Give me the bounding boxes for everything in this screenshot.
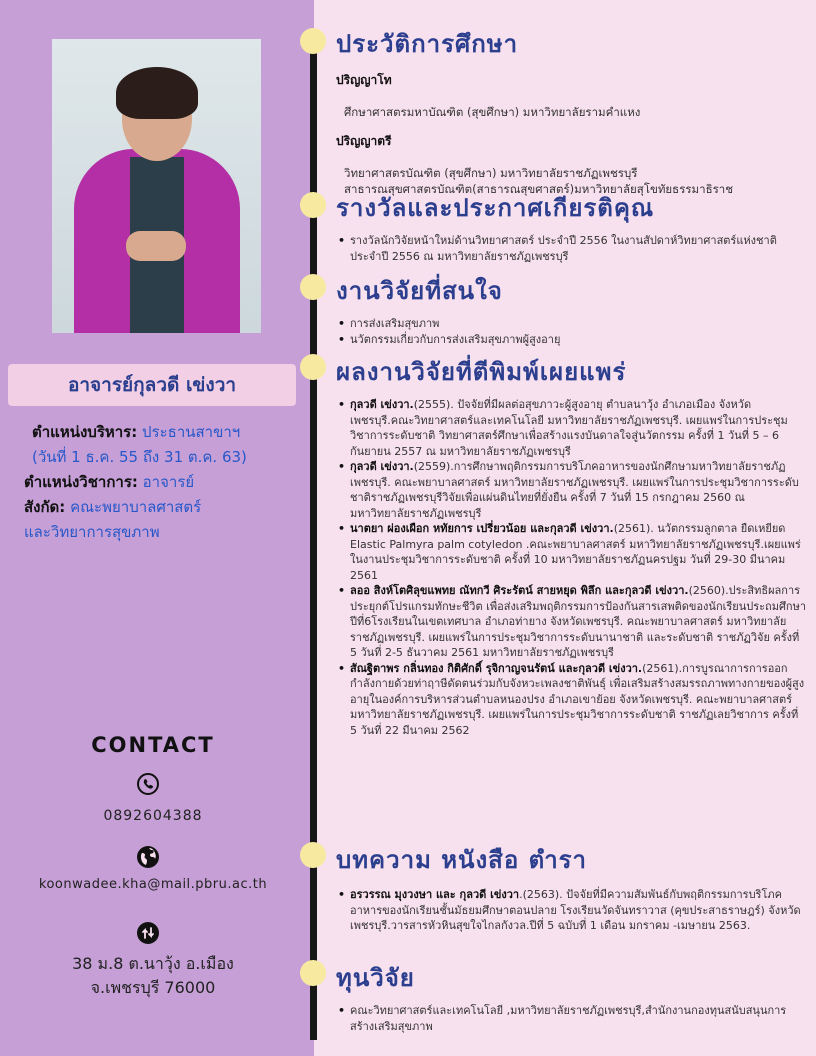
affiliation-value: คณะพยาบาลศาสตร์ [70, 498, 202, 516]
directions-icon [136, 921, 160, 945]
academic-label: ตำแหน่งวิชาการ: [24, 473, 138, 491]
timeline-dot [300, 842, 326, 868]
grant-item: • คณะวิทยาศาสตร์และเทคโนโลยี ,มหาวิทยาลัยราชภัฏเพชรบุรี,สำนักงานกองทุนสนับสนุนการสร้างเสริมสุขภาพ [336, 1003, 806, 1034]
awards-section [336, 188, 806, 264]
affiliation-value-2: และวิทยาการสุขภาพ [24, 523, 160, 541]
sidebar [0, 0, 314, 1056]
publication-text: (2561).การบูรณาการการออกกำลังกายด้วยท่าฤาษีดัดตนร่วมกับจังหวะเพลงชาติพันธุ์ เพื่อเสริมสร้างสมรรถภาพทางกายของผู้สูงอายุในองค์การบริหารส่วนตำบลหนองปรง อำเภอเขาย้อย จังหวัดเพชรบุรี. คณะพยาบาลศาสตร์ มหาวิทยาลัยราชภัฏเพชรบุรี. เผยแพร่ในการประชุมวิชาการระดับชาติ ราชภัฏเลยวิชาการ ครั้งที่ 5 วันที่ 22 มีนาคม 2562 [350, 661, 805, 737]
timeline-dot [300, 28, 326, 54]
position-info [24, 420, 294, 545]
publication-authors: สัณฐิตาพร กลิ่นทอง กิติศักดิ์ รุจิกาญจนรัตน์ และกุลวดี เข่งวา. [350, 661, 643, 675]
publication-item [336, 661, 806, 739]
profile-name: อาจารย์กุลวดี เข่งวา [67, 374, 237, 396]
admin-label: ตำแหน่งบริหาร: [32, 423, 138, 441]
email-address: koonwadee.kha@mail.pbru.ac.th [38, 877, 268, 892]
timeline-dot [300, 960, 326, 986]
admin-period: (วันที่ 1 ธ.ค. 55 ถึง 31 ต.ค. 63) [32, 448, 247, 466]
globe-icon [136, 845, 160, 869]
publication-item [336, 521, 806, 583]
articles-section [336, 840, 806, 934]
publication-text: (2561). นวัตกรรมลูกตาล ยืดเหยียด Elastic Palmyra palm cotyledon .คณะพยาบาลศาสตร์ มหาวิทยาลัยราชภัฏเพชรบุรี.เผยแพร่ในงานประชุมวิชาการระดับชาติ ครั้งที่ 10 มหาวิทยาลัยราชภัฏนครปฐม วันที่ 29-30 มีนาคม 2561 [350, 522, 801, 582]
interest-item: • นวัตกรรมเกี่ยวกับการส่งเสริมสุขภาพผู้สูงอายุ [336, 332, 806, 348]
bachelor-label: ปริญญาตรี [336, 134, 392, 148]
contact-title: CONTACT [91, 733, 215, 757]
timeline-divider [310, 40, 317, 1040]
phone-icon [136, 772, 160, 796]
address-line-1: 38 ม.8 ต.นาวุ้ง อ.เมือง [72, 954, 234, 973]
publication-text: (2555). ปัจจัยที่มีผลต่อสุขภาวะผู้สูงอายุ ตำบลนาวุ้ง อำเภอเมือง จังหวัดเพชรบุรี.คณะวิทยาศาสตร์และเทคโนโลยี มหาวิทยาลัยราชภัฏเพชรบุรี. เผยแพร่ในการประชุมวิชาการระดับชาติ วิทยาศาสตร์ศึกษาเพื่อสร้างแรงบันดาลใจสู่นวัตกรรม ครั้งที่ 1 วันที่ 5 – 6 กันยายน 2557 ณ มหาวิทยาลัยราชภัฏเพชรบุรี [350, 398, 788, 458]
affiliation-label: สังกัด: [24, 498, 66, 516]
award-item: • รางวัลนักวิจัยหน้าใหม่ด้านวิทยาศาสตร์ ประจำปี 2556 ในงานสัปดาห์วิทยาศาสตร์แห่งชาติ ประจำปี 2556 ณ มหาวิทยาลัยราชภัฏเพชรบุรี [336, 233, 806, 264]
bachelor-degree-1: วิทยาศาสตรบัณฑิต (สุขศึกษา) มหาวิทยาลัยราชภัฏเพชรบุรี [344, 166, 638, 180]
publication-text: (2559).การศึกษาพฤติกรรมการบริโภคอาหารของนักศึกษามหาวิทยาลัยราชภัฏเพชรบุรี. คณะพยาบาลศาสตร์ มหาวิทยาลัยราชภัฏเพชรบุรี. เผยแพร่ในการประชุมวิชาการระดับชาติราชภัฏเพชรบุรีวิจัยเพื่อแผ่นดินไทยที่ยั่งยืน ครั้งที่ 7 วันที่ 15 กรกฎาคม 2560 ณ มหาวิทยาลัยราชภัฏเพชรบุรี [350, 460, 799, 520]
publication-item [336, 583, 806, 661]
address-line-2: จ.เพชรบุรี 76000 [90, 978, 216, 997]
publications-section [336, 352, 806, 738]
grants-section [336, 958, 806, 1034]
timeline-dot [300, 274, 326, 300]
articles-title: บทความ หนังสือ ตำรา [336, 846, 588, 874]
education-title: ประวัติการศึกษา [336, 30, 519, 58]
publication-text: (2560).ประสิทธิผลการประยุกต์โปรแกรมทักษะชีวิต เพื่อส่งเสริมพฤติกรรมการป้องกันสารเสพติดของนักเรียนประถมศึกษาปีที่6โรงเรียนในเขตเทศบาล อำเภอท่ายาง จังหวัดเพชรบุรี. คณะพยาบาลศาสตร์ มหาวิทยาลัยราชภัฏเพชรบุรี. เผยแพร่ในการประชุมวิชาการระดับนานาชาติ และระดับชาติ ราชภัฏวิจัย ครั้งที่ 5 วันที่ 2-5 ธันวาคม 2561 มหาวิทยาลัยราชภัฏเพชรบุรี [350, 584, 807, 659]
article-text: .(2563). ปัจจัยที่มีความสัมพันธ์กับพฤติกรรมการบริโภคอาหารของนักเรียนชั้นมัธยมศึกษาตอนปลาย โรงเรียนวัดจันทราวาส (คุขประสาธราษฎร์) จังหวัดเพชรบุรี.วารสารหัวหินสุขใจไกลกังวล.ปีที่ 5 ฉบับที่ 1 เดือน มกราคม -เมษายน 2563. [350, 888, 801, 932]
article-item [336, 887, 806, 934]
bachelor-degree-2: สาธารณสุขศาสตรบัณฑิต(สาธารณสุขศาสตร์)มหาวิทยาลัยสุโขทัยธรรมาธิราช [344, 182, 734, 196]
interests-title: งานวิจัยที่สนใจ [336, 277, 503, 305]
publication-authors: กุลวดี เข่งวา. [350, 460, 414, 473]
profile-photo [52, 39, 261, 333]
awards-title: รางวัลและประกาศเกียรติคุณ [336, 194, 655, 222]
publication-item [336, 397, 806, 459]
interest-item: • การส่งเสริมสุขภาพ [336, 316, 806, 332]
timeline-dot [300, 354, 326, 380]
publication-item [336, 459, 806, 521]
publication-authors: ลออ สิงห์โตศิลุขแพทย ณัทกวี ศิระรัตน์ สายหยุด พิลึก และกุลวดี เข่งวา. [350, 584, 689, 597]
publication-authors: นาตยา ผ่องเผือก หทัยการ เปรี่ยวน้อย และกุลวดี เข่งวา. [350, 522, 614, 535]
masters-label: ปริญญาโท [336, 73, 392, 87]
name-banner [8, 364, 296, 406]
masters-degree: ศึกษาศาสตรมหาบัณฑิต (สุขศึกษา) มหาวิทยาลัยรามคำแหง [344, 105, 641, 119]
publications-title: ผลงานวิจัยที่ตีพิมพ์เผยแพร่ [336, 358, 627, 386]
grants-title: ทุนวิจัย [336, 964, 415, 992]
education-section [336, 24, 806, 197]
phone-number: 0892604388 [103, 808, 203, 824]
publication-authors: กุลวดี เข่งวา. [350, 398, 414, 411]
admin-value: ประธานสาขาฯ [142, 423, 241, 441]
interests-section [336, 271, 806, 347]
academic-value: อาจารย์ [142, 473, 195, 491]
address [0, 952, 306, 1000]
timeline-dot [300, 192, 326, 218]
article-authors: อรวรรณ มุงวงษา และ กุลวดี เข่งวา [350, 888, 520, 901]
